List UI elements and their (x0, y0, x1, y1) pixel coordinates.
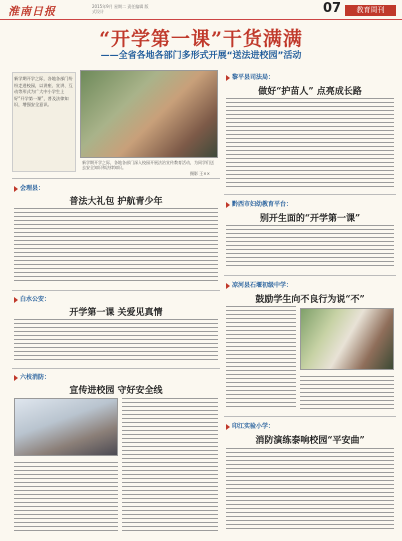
article-4-body (14, 319, 218, 363)
article-2-title: 普法大礼包 护航青少年 (69, 197, 163, 207)
article-3-title: 别开生面的“开学第一课” (259, 214, 361, 224)
kicker-arrow-icon (14, 375, 18, 381)
article-4-kicker: 白水公安： (14, 294, 50, 303)
intro-quote: 新学期开学之际，各地各部门纷纷走进校园，以讲座、宣讲、互动等形式为广大中小学生上好“开学第一课”，普及法律知识，增强安全意识。 (14, 76, 73, 108)
kicker-arrow-icon (226, 424, 230, 430)
article-6-photo (14, 398, 118, 456)
article-4-title: 开学第一课 关爱见真情 (69, 308, 163, 318)
article-2-kicker: 会理县： (14, 183, 44, 192)
article-5-photo (300, 308, 394, 370)
divider (12, 368, 220, 369)
article-6-title: 宣传进校园 守好安全线 (69, 386, 163, 396)
main-photo-credit: 摄影 王×× (190, 171, 210, 176)
article-7-title: 消防演练泰响校园“平安曲” (255, 436, 365, 446)
article-5-body (226, 306, 296, 410)
main-photo (80, 70, 218, 158)
page-headline: “开学第一课”干货满满 (99, 28, 303, 50)
page-subheadline: ——全省各地各部门多形式开展“送法进校园”活动 (100, 51, 302, 61)
edition-info: 2015年9月 星期二 责任编辑 版式设计 (92, 4, 149, 14)
article-1-body (226, 98, 394, 190)
kicker-arrow-icon (14, 297, 18, 303)
divider (224, 194, 396, 195)
section-tag: 教育周刊 (345, 5, 396, 16)
divider (224, 275, 396, 276)
article-5-title: 鼓励学生向不良行为说“不” (255, 295, 365, 305)
kicker-arrow-icon (14, 186, 18, 192)
main-photo-caption: 新学期开学之际，各地各部门深入校园开展法治宣传教育活动，为同学们送去安全知识和法律知识。 (82, 160, 214, 170)
article-7-body (226, 448, 394, 532)
article-6-body-cont (14, 462, 118, 532)
article-6-body (122, 398, 218, 532)
divider (12, 290, 220, 291)
kicker-arrow-icon (226, 283, 230, 289)
article-3-kicker: 黔西市妇幼教育平台： (226, 199, 292, 208)
article-5-kicker: 凉河县石堰初级中学： (226, 280, 292, 289)
divider (224, 416, 396, 417)
article-5-body-cont (300, 376, 394, 410)
article-1-title: 做好“护苗人” 点亮成长路 (258, 87, 362, 97)
masthead (0, 0, 402, 20)
article-7-kicker: 印江实验小学： (226, 421, 274, 430)
page-number: 07 (323, 1, 342, 16)
article-2-body (14, 208, 218, 284)
divider (12, 178, 220, 179)
kicker-arrow-icon (226, 75, 230, 81)
newspaper-logo: 淮南日报 (8, 5, 56, 18)
article-3-body (226, 225, 394, 269)
article-1-kicker: 黎平县司法局： (226, 72, 274, 81)
kicker-arrow-icon (226, 202, 230, 208)
article-6-kicker: 六枝消防： (14, 372, 50, 381)
